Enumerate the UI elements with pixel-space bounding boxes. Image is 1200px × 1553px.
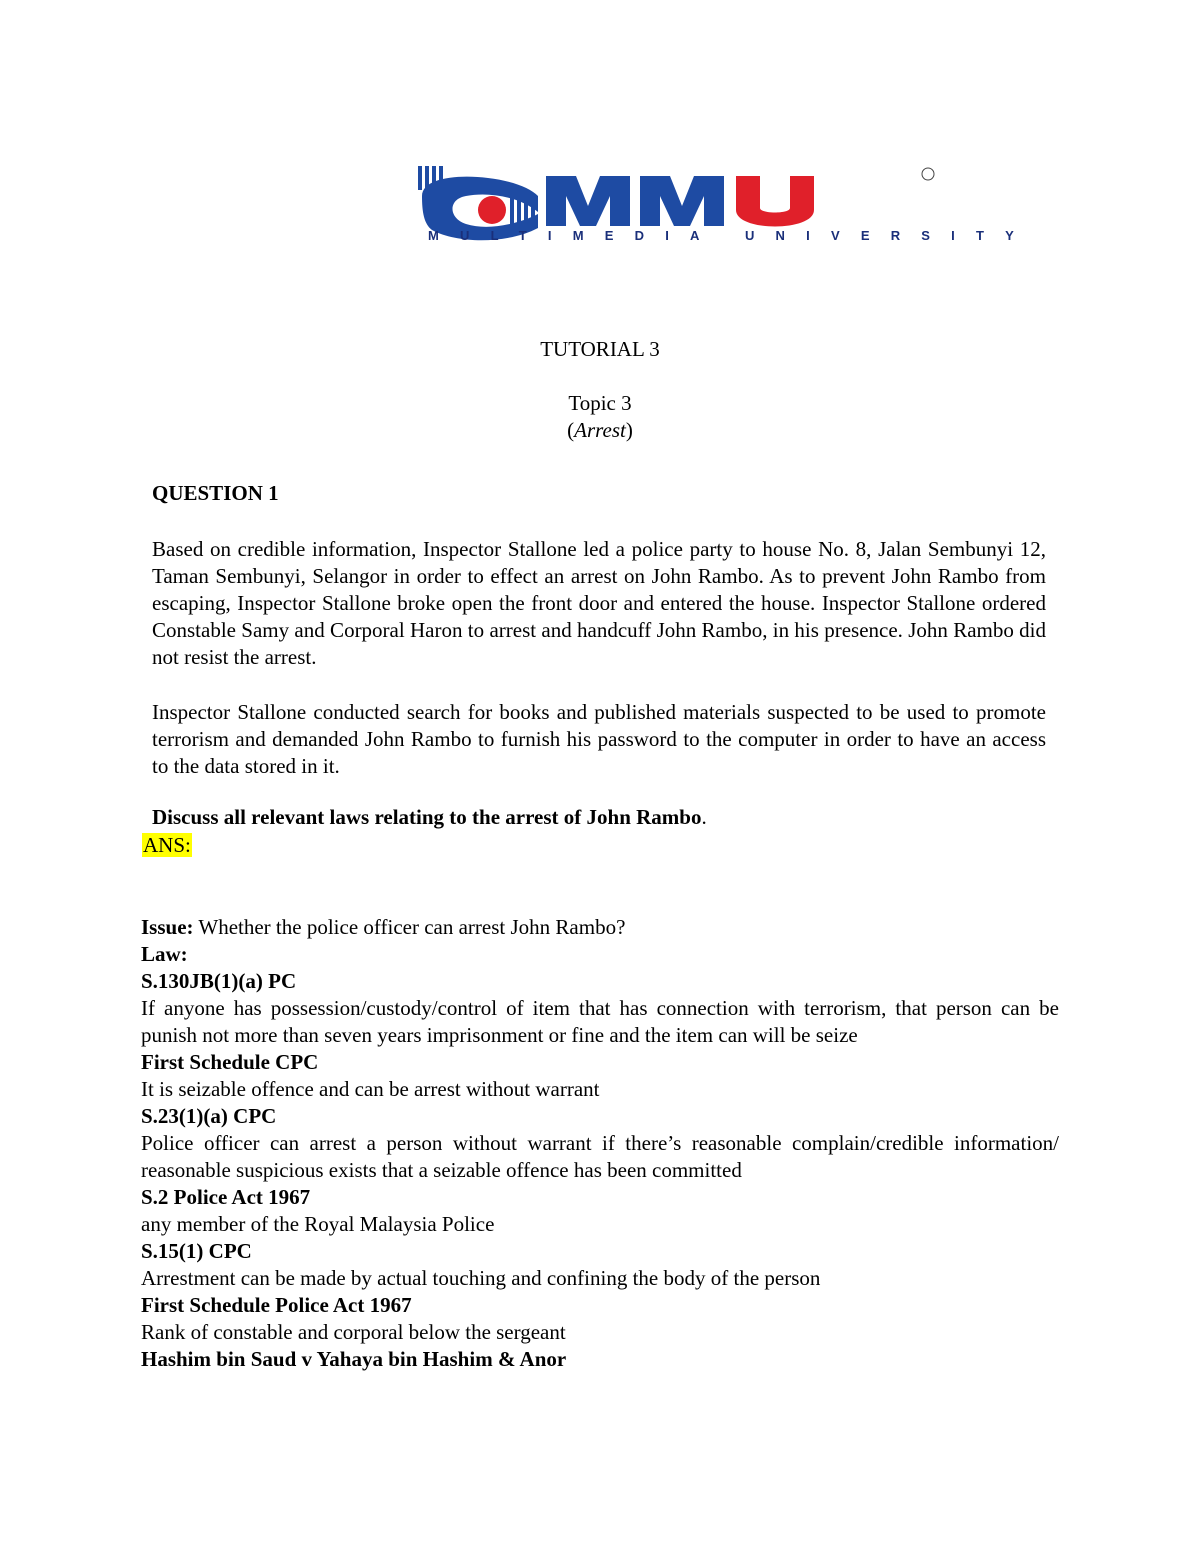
logo-red-dot (478, 196, 506, 224)
law-heading: Law: (141, 942, 188, 966)
logo-letter-m2 (640, 176, 724, 226)
law-item-text: any member of the Royal Malaysia Police (141, 1212, 495, 1236)
issue-line: Issue: Whether the police officer can arrest John Rambo? (141, 915, 626, 939)
logo-letter-m1 (546, 176, 630, 226)
law-item-heading: First Schedule CPC (141, 1050, 319, 1074)
law-item-text: It is seizable offence and can be arrest without warrant (141, 1077, 600, 1101)
law-item-heading: S.130JB(1)(a) PC (141, 969, 297, 993)
logo-tagline: MULTIMEDIA UNIVERSITY (428, 228, 1035, 243)
law-item-text: Rank of constable and corporal below the sergeant (141, 1320, 566, 1344)
law-item-heading: S.23(1)(a) CPC (141, 1104, 277, 1128)
law-item-heading: S.2 Police Act 1967 (141, 1185, 311, 1209)
answer-body (141, 914, 1059, 1373)
law-item-heading: First Schedule Police Act 1967 (141, 1293, 412, 1317)
question-heading: QUESTION 1 (152, 481, 279, 505)
logo-letter-u (736, 176, 814, 227)
tutorial-title: TUTORIAL 3 (540, 337, 660, 361)
case-heading: Hashim bin Saud v Yahaya bin Hashim & Anor (141, 1347, 567, 1371)
question-paragraph-2: Inspector Stallone conducted search for books and published materials suspected to be used to promote terrorism and demanded John Rambo to furnish his password to the computer in order to have an access to the data stored in it. (152, 700, 1046, 778)
answer-label: ANS: (143, 833, 191, 857)
question-paragraph-1: Based on credible information, Inspector Stallone led a police party to house No. 8, Jalan Sembunyi 12, Taman Sembunyi, Selangor in order to effect an arrest on John Rambo. As to prevent John Rambo from escaping, Inspector Stallone broke open the front door and entered the house. Inspector Stallone ordered Constable Samy and Corporal Haron to arrest and handcuff John Rambo, in his presence. John Rambo did not resist the arrest. (152, 537, 1046, 669)
subtopic-label: (Arrest) (567, 418, 633, 442)
law-item-text: Arrestment can be made by actual touching and confining the body of the person (141, 1266, 821, 1290)
law-item-heading: S.15(1) CPC (141, 1239, 252, 1263)
topic-label: Topic 3 (568, 391, 632, 415)
law-item-text: If anyone has possession/custody/control of item that has connection with terrorism, that person can be punish not more than seven years imprisonment or fine and the item can will be seize (141, 996, 1059, 1047)
question-task: Discuss all relevant laws relating to the arrest of John Rambo. (152, 805, 707, 829)
law-item-text: Police officer can arrest a person without warrant if there’s reasonable complain/credible information/ reasonable suspicious exists that a seizable offence has been committed (141, 1131, 1059, 1182)
